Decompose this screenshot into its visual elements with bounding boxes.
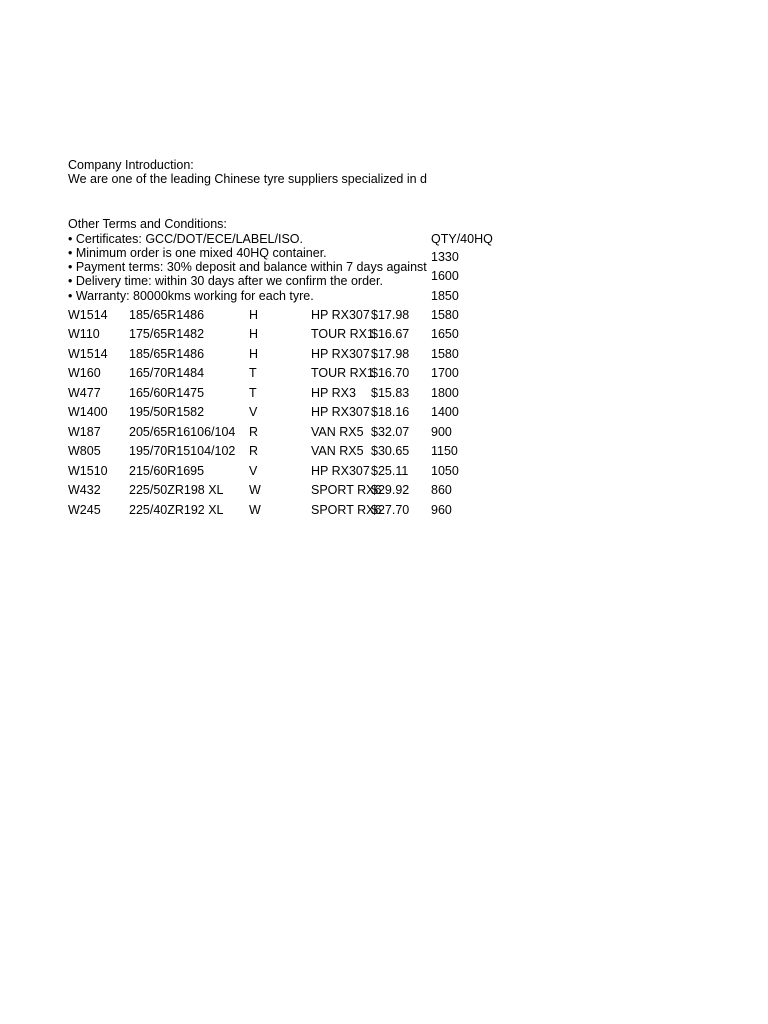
- cell-price: $16.70: [371, 366, 410, 380]
- cell-code: W432: [68, 483, 101, 497]
- cell-price: $27.70: [371, 503, 410, 517]
- cell-price: $29.92: [371, 483, 410, 497]
- cell-size: 165/70R1484: [129, 366, 205, 380]
- qty-value: 1600: [431, 269, 459, 283]
- cell-code: W1514: [68, 308, 108, 322]
- cell-pattern: HP RX307: [311, 405, 370, 419]
- cell-price: $16.67: [371, 327, 410, 341]
- cell-code: W477: [68, 386, 101, 400]
- intro-text: We are one of the leading Chinese tyre suppliers specialized in d: [68, 172, 428, 186]
- cell-code: W805: [68, 444, 101, 458]
- qty-header: QTY/40HQ: [431, 232, 493, 246]
- cell-qty: 1800: [431, 386, 459, 400]
- cell-size: 175/65R1482: [129, 327, 205, 341]
- cell-price: $30.65: [371, 444, 410, 458]
- cell-size: 195/50R1582: [129, 405, 205, 419]
- cell-rating: H: [249, 308, 259, 322]
- cell-rating: V: [249, 405, 258, 419]
- terms-bullet-minimum-order: • Minimum order is one mixed 40HQ container.: [68, 246, 327, 260]
- cell-qty: 1580: [431, 308, 459, 322]
- cell-rating: R: [249, 425, 259, 439]
- cell-pattern: TOUR RX1: [311, 366, 374, 380]
- cell-rating: V: [249, 464, 258, 478]
- terms-bullet-delivery: • Delivery time: within 30 days after we confirm the order.: [68, 274, 383, 288]
- cell-price: $17.98: [371, 308, 410, 322]
- cell-size: 205/65R16106/104: [129, 425, 236, 439]
- cell-qty: 960: [431, 503, 452, 517]
- cell-rating: W: [249, 503, 261, 517]
- cell-qty: 1650: [431, 327, 459, 341]
- cell-qty: 860: [431, 483, 452, 497]
- cell-pattern: HP RX3: [311, 386, 356, 400]
- cell-rating: T: [249, 366, 257, 380]
- cell-code: W1400: [68, 405, 108, 419]
- cell-code: W187: [68, 425, 101, 439]
- cell-size: 185/65R1486: [129, 347, 205, 361]
- cell-price: $15.83: [371, 386, 410, 400]
- intro-heading: Company Introduction:: [68, 158, 194, 172]
- cell-qty: 1700: [431, 366, 459, 380]
- cell-price: $17.98: [371, 347, 410, 361]
- cell-rating: W: [249, 483, 261, 497]
- cell-code: W1510: [68, 464, 108, 478]
- cell-price: $18.16: [371, 405, 410, 419]
- cell-qty: 1400: [431, 405, 459, 419]
- cell-code: W245: [68, 503, 101, 517]
- cell-size: 195/70R15104/102: [129, 444, 236, 458]
- cell-pattern: HP RX307: [311, 347, 370, 361]
- cell-code: W160: [68, 366, 101, 380]
- cell-size: 215/60R1695: [129, 464, 205, 478]
- cell-pattern: HP RX307: [311, 464, 370, 478]
- cell-code: W1514: [68, 347, 108, 361]
- cell-rating: T: [249, 386, 257, 400]
- cell-pattern: SPORT RX6: [311, 483, 382, 497]
- cell-size: 165/60R1475: [129, 386, 205, 400]
- cell-rating: H: [249, 327, 259, 341]
- terms-heading: Other Terms and Conditions:: [68, 217, 227, 231]
- cell-qty: 1150: [431, 444, 458, 458]
- cell-price: $25.11: [371, 464, 409, 478]
- cell-pattern: HP RX307: [311, 308, 370, 322]
- cell-code: W110: [68, 327, 100, 341]
- cell-size: 185/65R1486: [129, 308, 205, 322]
- cell-pattern: SPORT RX6: [311, 503, 382, 517]
- cell-pattern: TOUR RX1: [311, 327, 374, 341]
- cell-pattern: VAN RX5: [311, 444, 364, 458]
- terms-bullet-certificates: • Certificates: GCC/DOT/ECE/LABEL/ISO.: [68, 232, 303, 246]
- cell-size: 225/40ZR192 XL: [129, 503, 224, 517]
- cell-qty: 900: [431, 425, 452, 439]
- qty-value: 1330: [431, 250, 459, 264]
- cell-qty: 1050: [431, 464, 459, 478]
- cell-qty: 1580: [431, 347, 459, 361]
- cell-pattern: VAN RX5: [311, 425, 364, 439]
- cell-size: 225/50ZR198 XL: [129, 483, 224, 497]
- terms-bullet-warranty: • Warranty: 80000kms working for each tyre.: [68, 289, 314, 303]
- cell-price: $32.07: [371, 425, 410, 439]
- terms-bullet-payment: • Payment terms: 30% deposit and balance within 7 days against: [68, 260, 427, 274]
- cell-rating: R: [249, 444, 259, 458]
- cell-rating: H: [249, 347, 259, 361]
- qty-value: 1850: [431, 289, 459, 303]
